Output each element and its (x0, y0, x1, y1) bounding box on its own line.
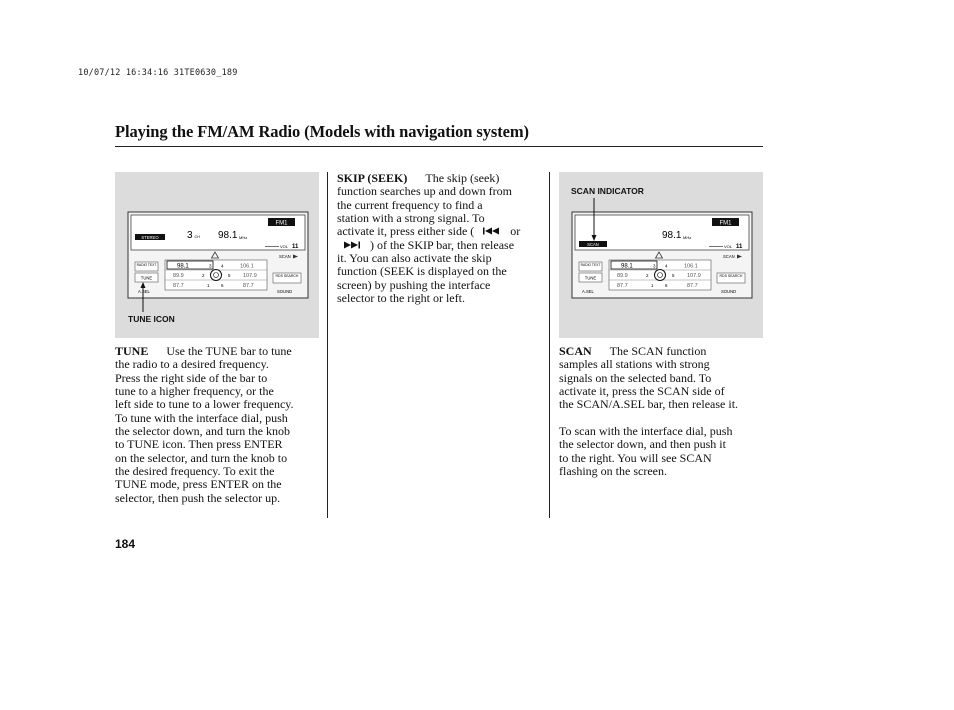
text-line: screen) by pushing the interface (337, 277, 491, 292)
preset-5-freq: 107.9 (687, 273, 701, 279)
text-line: the radio to a desired frequency. (115, 357, 269, 372)
text-line: to the right. You will see SCAN (559, 450, 712, 465)
text-line: To tune with the interface dial, push (115, 410, 288, 425)
title-rule (115, 146, 763, 147)
text-line: flashing on the screen. (559, 464, 667, 479)
text-line: the selector down, and then push it (559, 437, 726, 452)
skip-back-icon (483, 225, 501, 238)
text-line: Use the TUNE bar to tune (166, 344, 292, 358)
text-line: on the selector, and turn the knob to (115, 450, 288, 465)
callout-tune-icon: TUNE ICON (128, 314, 175, 324)
preset-1-freq: 87.7 (617, 283, 628, 289)
vol-value: 11 (736, 244, 743, 250)
column-divider-2 (549, 172, 550, 518)
preset-1-freq: 87.7 (173, 283, 184, 289)
page-number: 184 (115, 537, 136, 551)
tune-button: TUNE (140, 275, 153, 281)
preset-4-freq: 106.1 (240, 263, 254, 270)
frequency-value: 98.1 (218, 230, 238, 241)
radio-screen-scan (559, 172, 763, 338)
text-line: TUNE mode, press ENTER on the (115, 477, 282, 492)
text-line: the desired frequency. To exit the (115, 464, 275, 479)
text-line: selector, then push the selector up. (115, 490, 281, 505)
text-line: left side to tune to a lower frequency. (115, 397, 294, 412)
preset-number: 6 (665, 283, 668, 288)
text-line: the SCAN/A.SEL bar, then release it. (559, 397, 739, 412)
text-line: it. You can also activate the skip (337, 251, 492, 266)
radio-text-button: RADIO TEXT (580, 263, 601, 267)
figure-tune (115, 172, 319, 338)
preset-5-freq: 107.9 (243, 273, 257, 279)
text-line: function searches up and down from (337, 184, 512, 199)
text-line: tune to a higher frequency, or the (115, 384, 274, 399)
band-label: FM1 (719, 220, 732, 227)
preset-number: 1 (651, 283, 654, 288)
preset-number: 5 (228, 273, 231, 278)
preset-2-freq: 89.9 (173, 273, 184, 279)
scan-heading: SCAN (559, 344, 592, 358)
preset-number: 3 (653, 263, 656, 269)
rds-search-button: RDS SEARCH (275, 274, 299, 278)
rds-search-button: RDS SEARCH (719, 274, 743, 278)
scan-paragraph (559, 345, 759, 478)
preset-number: 6 (221, 283, 224, 288)
preset-number: 4 (221, 263, 224, 269)
preset-2-freq: 89.9 (617, 273, 628, 279)
preset-6-freq: 87.7 (243, 283, 254, 289)
preset-3-freq: 98.1 (621, 263, 633, 270)
tune-paragraph (115, 345, 330, 505)
text-line: station with a strong signal. To (337, 211, 485, 226)
text-line: or (510, 224, 521, 239)
preset-number: 2 (646, 273, 649, 278)
text-line: To scan with the interface dial, push (559, 424, 733, 439)
stereo-label: STEREO (141, 235, 159, 240)
preset-4-freq: 106.1 (684, 263, 698, 270)
text-line: function (SEEK is displayed on the (337, 264, 507, 279)
preset-number: 2 (202, 273, 205, 278)
page-title: Playing the FM/AM Radio (Models with navigation system) (115, 122, 529, 141)
sound-label: SOUND (721, 289, 737, 294)
scan-indicator: SCAN (587, 241, 599, 247)
text-line: to TUNE icon. Then press ENTER (115, 437, 283, 452)
frequency-unit: MHz (683, 235, 692, 240)
preset-6-freq: 87.7 (687, 283, 698, 289)
figure-scan (559, 172, 763, 338)
text-line: ) of the SKIP bar, then release (370, 237, 515, 252)
tune-button: TUNE (584, 275, 597, 281)
print-stamp: 10/07/12 16:34:16 31TE0630_189 (78, 68, 238, 78)
frequency-value: 98.1 (662, 230, 682, 241)
preset-number: 1 (207, 283, 210, 288)
frequency-unit: MHz (239, 235, 248, 240)
preset-3-freq: 98.1 (177, 263, 189, 270)
preset-channel-unit: CH (194, 235, 200, 239)
sound-label: SOUND (277, 289, 293, 294)
skip-heading: SKIP (SEEK) (337, 171, 408, 185)
vol-label: VOL (280, 244, 289, 249)
text-line: The SCAN function (609, 344, 707, 358)
text-line: Press the right side of the bar to (115, 370, 268, 385)
scan-label: SCAN (279, 254, 291, 259)
text-line: signals on the selected band. To (559, 370, 712, 385)
text-line: the current frequency to find a (337, 197, 483, 212)
asel-label: A.SEL (582, 289, 594, 294)
skip-paragraph (337, 172, 549, 305)
scan-label: SCAN (723, 254, 735, 259)
text-line: selector to the right or left. (337, 291, 465, 306)
callout-scan-indicator: SCAN INDICATOR (571, 186, 644, 196)
text-line: activate it, press the SCAN side of (559, 384, 725, 399)
preset-number: 5 (672, 273, 675, 278)
skip-forward-icon (343, 239, 361, 252)
tune-heading: TUNE (115, 344, 149, 358)
band-label: FM1 (275, 220, 288, 227)
preset-number: 3 (209, 263, 212, 269)
text-line: activate it, press either side ( (337, 224, 475, 239)
vol-label: VOL (724, 244, 733, 249)
text-line: the selector down, and turn the knob (115, 424, 290, 439)
asel-label: A.SEL (138, 289, 150, 294)
radio-text-button: RADIO TEXT (136, 263, 157, 267)
vol-value: 11 (292, 244, 299, 250)
preset-channel: 3 (187, 230, 193, 241)
preset-number: 4 (665, 263, 668, 269)
text-line: samples all stations with strong (559, 357, 710, 372)
text-line: The skip (seek) (425, 171, 500, 185)
